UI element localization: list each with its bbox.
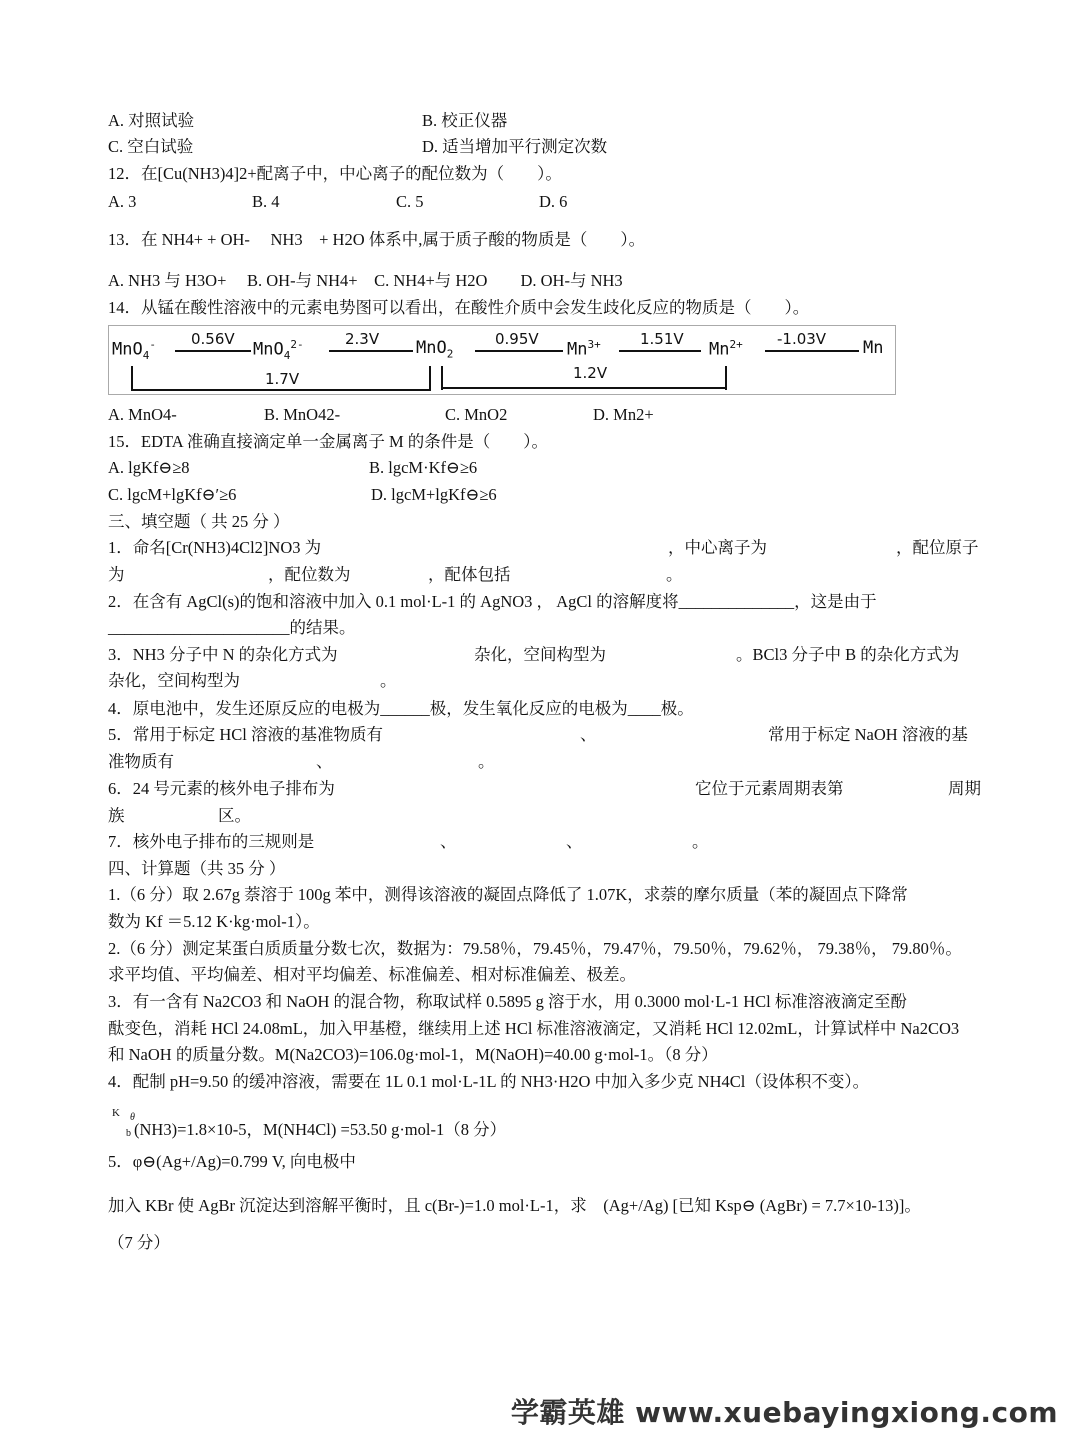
potential-line — [329, 350, 413, 352]
q12-option-b: B. 4 — [252, 192, 280, 211]
species-mn2plus: $Mn^{2+}$ — [709, 338, 743, 360]
q13-stem: 13．在 NH4+ + OH- NH3 + H2O 体系中,属于质子酸的物质是（ ）。 — [108, 230, 646, 249]
fill3-text: 杂化，空间构型为 — [108, 671, 240, 690]
fill6-text: 6．24 号元素的核外电子排布为 — [108, 779, 335, 798]
fill7-text: 、 — [440, 832, 457, 851]
bracket-bottom — [131, 389, 431, 391]
q13-options: A. NH3 与 H3O+ B. OH-与 NH4+ C. NH4+与 H2O D. OH-与 NH3 — [108, 271, 623, 290]
species-mno4-2minus: MnO$_4^{2-}$ — [253, 338, 304, 363]
q12-option-d: D. 6 — [539, 192, 568, 211]
q12-option-a: A. 3 — [108, 192, 137, 211]
fill1-text: ，中心离子为 — [668, 538, 767, 557]
watermark: 学霸英雄 www.xuebayingxiong.com — [510, 1396, 1058, 1429]
potential-label: -1.03V — [777, 330, 827, 348]
q12-stem: 12．在[Cu(NH3)4]2+配离子中，中心离子的配位数为（ ）。 — [108, 164, 562, 183]
calc3-text: 3．有一含有 Na2CO3 和 NaOH 的混合物，称取试样 0.5895 g 溶于水，用 0.3000 mol·L-1 HCl 标准溶液滴定至酚 — [108, 992, 907, 1011]
species-mno2: MnO$_2$ — [416, 338, 454, 361]
calc5-text: 5．φ⊖(Ag+/Ag)=0.799 V, 向电极中 — [108, 1152, 356, 1171]
bracket-left — [429, 366, 431, 390]
bracket-left — [131, 366, 133, 390]
fill2-text: ______________________的结果。 — [108, 618, 356, 637]
fill5-text: 准物质有 — [108, 752, 174, 771]
calc3-text: 酞变色，消耗 HCl 24.08mL，加入甲基橙，继续用上述 HCl 标准溶液滴定，又消耗 HCl 12.02mL，计算试样中 Na2CO3 — [108, 1019, 960, 1038]
fill7-text: 、 — [566, 832, 583, 851]
potential-label-long: 1.2V — [573, 364, 608, 382]
fill6-text: 周期 — [948, 779, 981, 798]
q14-option-b: B. MnO42- — [264, 405, 341, 424]
q11-option-b: B. 校正仪器 — [422, 111, 508, 130]
fill6-text: 区。 — [218, 806, 251, 825]
fill3-text: 杂化，空间构型为 — [474, 645, 606, 664]
fill4-text: 4．原电池中，发生还原反应的电极为______极，发生氧化反应的电极为____极。 — [108, 699, 694, 718]
q12-option-c: C. 5 — [396, 192, 424, 211]
kb-theta: θ — [130, 1112, 135, 1123]
potential-label-long: 1.7V — [265, 370, 300, 388]
kb-subscript: b — [126, 1128, 131, 1139]
calc4-text: (NH3)=1.8×10-5，M(NH4Cl) =53.50 g·mol-1（8 分） — [134, 1120, 507, 1139]
q11-option-a: A. 对照试验 — [108, 111, 195, 130]
q14-stem: 14．从锰在酸性溶液中的元素电势图可以看出，在酸性介质中会发生歧化反应的物质是（ ）。 — [108, 298, 810, 317]
species-mn: Mn — [863, 338, 884, 358]
calc2-text: 2.（6 分）测定某蛋白质质量分数七次，数据为：79.58％，79.45％，79.47％，79.50％，79.62％， 79.38％， 79.80％。 — [108, 939, 962, 958]
section3-title: 三、填空题（ 共 25 分 ） — [108, 512, 290, 531]
fill1-text: ，配位数为 — [268, 565, 351, 584]
fill6-text: 族 — [108, 806, 125, 825]
species-mn3plus: $Mn^{3+}$ — [567, 338, 601, 360]
q15-option-a: A. lgKf⊖≥8 — [108, 458, 190, 477]
fill3-text: 。BCl3 分子中 B 的杂化方式为 — [736, 645, 960, 664]
fill1-text: ，配体包括 — [428, 565, 511, 584]
fill1-text: 为 — [108, 565, 125, 584]
calc5-text: 加入 KBr 使 AgBr 沉淀达到溶解平衡时，且 c(Br-)=1.0 mol·L-1，求 (Ag+/Ag) [已知 Ksp⊖ (AgBr) = 7.7×10-13)]。 — [108, 1196, 921, 1215]
q15-stem: 15．EDTA 准确直接滴定单一金属离子 M 的条件是（ ）。 — [108, 432, 549, 451]
fill7-text: 。 — [692, 832, 709, 851]
potential-label: 2.3V — [345, 330, 380, 348]
fill5-text: 常用于标定 NaOH 溶液的基 — [768, 725, 968, 744]
fill1-text: 1．命名[Cr(NH3)4Cl2]NO3 为 — [108, 538, 322, 557]
potential-line — [619, 350, 701, 352]
q15-option-b: B. lgcM·Kf⊖≥6 — [369, 458, 478, 477]
calc2-text: 求平均值、平均偏差、相对平均偏差、标准偏差、相对标准偏差、极差。 — [108, 965, 636, 984]
calc3-text: 和 NaOH 的质量分数。M(Na2CO3)=106.0g·mol-1，M(NaOH)=40.00 g·mol-1。（8 分） — [108, 1045, 718, 1064]
q11-option-c: C. 空白试验 — [108, 137, 194, 156]
fill5-text: 、 — [580, 725, 597, 744]
q14-option-c: C. MnO2 — [445, 405, 508, 424]
fill6-text: 它位于元素周期表第 — [695, 779, 844, 798]
fill7-text: 7．核外电子排布的三规则是 — [108, 832, 315, 851]
fill1-text: ，配位原子 — [896, 538, 979, 557]
q11-option-d: D. 适当增加平行测定次数 — [422, 137, 608, 156]
species-mno4-minus: MnO$_4$- — [112, 338, 156, 363]
potential-label: 1.51V — [640, 330, 684, 348]
manganese-potential-diagram — [108, 325, 896, 395]
q15-option-c: C. lgcM+lgKf⊖′≥6 — [108, 485, 237, 504]
calc1-text: 数为 Kf ＝5.12 K·kg·mol-1）。 — [108, 912, 320, 931]
fill5-text: 、 — [316, 752, 333, 771]
fill2-text: 2．在含有 AgCl(s)的饱和溶液中加入 0.1 mol·L-1 的 AgNO3 ， AgCl 的溶解度将______________，这是由于 — [108, 592, 877, 611]
potential-label: 0.56V — [191, 330, 235, 348]
section4-title: 四、计算题（共 35 分 ） — [108, 859, 286, 878]
potential-line — [175, 350, 251, 352]
calc1-text: 1.（6 分）取 2.67g 萘溶于 100g 苯中，测得该溶液的凝固点降低了 1.07K，求萘的摩尔质量（苯的凝固点下降常 — [108, 885, 908, 904]
calc5-text: （7 分） — [108, 1233, 170, 1252]
potential-line — [475, 350, 563, 352]
q14-option-a: A. MnO4- — [108, 405, 177, 424]
potential-label: 0.95V — [495, 330, 539, 348]
q15-option-d: D. lgcM+lgKf⊖≥6 — [371, 485, 497, 504]
fill5-text: 5．常用于标定 HCl 溶液的基准物质有 — [108, 725, 384, 744]
calc4-text: 4．配制 pH=9.50 的缓冲溶液，需要在 1L 0.1 mol·L-1L 的 NH3·H2O 中加入多少克 NH4Cl（设体积不变）。 — [108, 1072, 870, 1091]
fill5-text: 。 — [478, 752, 495, 771]
bracket-bottom — [441, 387, 727, 389]
kb-symbol: K — [112, 1107, 120, 1119]
fill1-text: 。 — [666, 565, 683, 584]
potential-line — [765, 350, 859, 352]
fill3-text: 。 — [380, 671, 397, 690]
fill3-text: 3．NH3 分子中 N 的杂化方式为 — [108, 645, 338, 664]
q14-option-d: D. Mn2+ — [593, 405, 654, 424]
